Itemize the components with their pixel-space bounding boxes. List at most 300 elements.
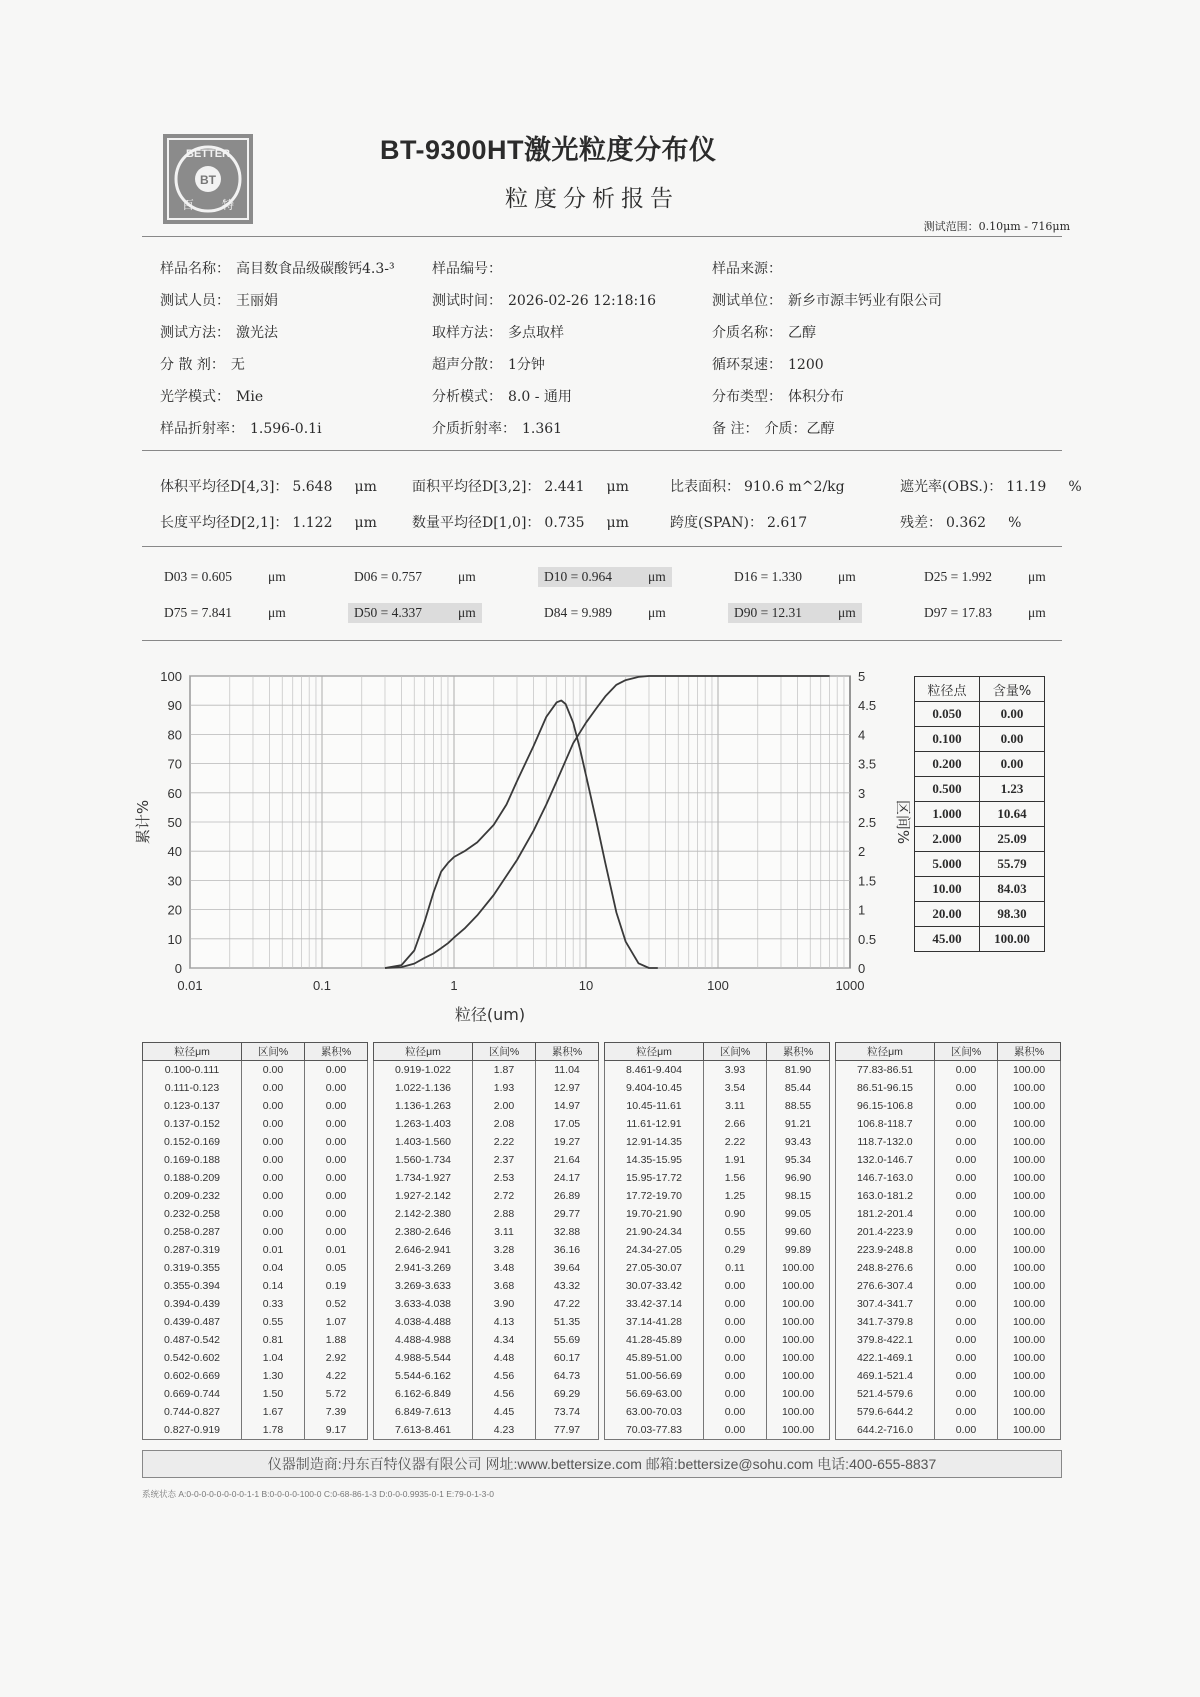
stat-item bbox=[670, 512, 829, 532]
table-cell: 4.988-5.544 bbox=[374, 1349, 473, 1367]
table-row bbox=[836, 1403, 1061, 1421]
table-row bbox=[143, 1421, 368, 1440]
info-field bbox=[432, 322, 564, 342]
table-cell: 0.52 bbox=[305, 1295, 368, 1313]
info-label: 分布类型： bbox=[712, 389, 782, 405]
table-cell: 0.14 bbox=[242, 1277, 305, 1295]
table-cell: 100.00 bbox=[998, 1187, 1061, 1205]
table-cell: 11.04 bbox=[536, 1061, 599, 1080]
table-cell: 2.22 bbox=[704, 1133, 767, 1151]
info-value: 8.0 - 通用 bbox=[508, 389, 572, 405]
table-cell: 1.07 bbox=[305, 1313, 368, 1331]
table-cell: 0.00 bbox=[935, 1151, 998, 1169]
table-row bbox=[143, 1385, 368, 1403]
info-value: 激光法 bbox=[236, 325, 278, 341]
table-cell: 0.00 bbox=[704, 1349, 767, 1367]
table-cell: 26.89 bbox=[536, 1187, 599, 1205]
table-cell: 0.287-0.319 bbox=[143, 1241, 242, 1259]
table-cell: 64.73 bbox=[536, 1367, 599, 1385]
stat-unit: μm bbox=[606, 515, 629, 531]
table-cell: 4.56 bbox=[473, 1385, 536, 1403]
stat-label: 面积平均径D[3,2]： bbox=[412, 479, 541, 495]
distribution-group bbox=[604, 1042, 830, 1440]
table-row bbox=[605, 1385, 830, 1403]
table-cell: 644.2-716.0 bbox=[836, 1421, 935, 1440]
table-row bbox=[374, 1367, 599, 1385]
table-cell: 0.827-0.919 bbox=[143, 1421, 242, 1440]
table-cell: 0.00 bbox=[242, 1079, 305, 1097]
table-cell: 100.00 bbox=[998, 1313, 1061, 1331]
table-cell: 163.0-181.2 bbox=[836, 1187, 935, 1205]
stat-item bbox=[412, 476, 629, 496]
table-cell: 0.744-0.827 bbox=[143, 1403, 242, 1421]
table-cell: 0.00 bbox=[704, 1421, 767, 1440]
table-cell: 2.88 bbox=[473, 1205, 536, 1223]
header-cell: 累积% bbox=[536, 1043, 599, 1061]
table-row bbox=[915, 702, 1045, 727]
table-row bbox=[836, 1313, 1061, 1331]
info-label: 样品编号： bbox=[432, 261, 502, 277]
table-cell: 0.00 bbox=[305, 1223, 368, 1241]
table-cell: 0.81 bbox=[242, 1331, 305, 1349]
info-field bbox=[432, 290, 656, 310]
table-cell: 0.100 bbox=[915, 727, 980, 752]
table-cell: 1.403-1.560 bbox=[374, 1133, 473, 1151]
x-tick-label: 0.1 bbox=[312, 978, 332, 993]
table-cell: 1.30 bbox=[242, 1367, 305, 1385]
distribution-chart bbox=[130, 660, 910, 1030]
table-cell: 118.7-132.0 bbox=[836, 1133, 935, 1151]
table-cell: 0.00 bbox=[704, 1331, 767, 1349]
stat-value: 5.648 bbox=[292, 479, 333, 495]
stat-label: 数量平均径D[1,0]： bbox=[412, 515, 541, 531]
info-label: 光学模式： bbox=[160, 389, 230, 405]
stat-item bbox=[900, 512, 1021, 532]
table-cell: 100.00 bbox=[767, 1403, 830, 1421]
stat-item bbox=[900, 476, 1082, 496]
table-cell: 3.93 bbox=[704, 1061, 767, 1080]
table-row bbox=[915, 877, 1045, 902]
table-cell: 341.7-379.8 bbox=[836, 1313, 935, 1331]
table-cell: 2.92 bbox=[305, 1349, 368, 1367]
table-cell: 0.00 bbox=[242, 1187, 305, 1205]
table-cell: 2.53 bbox=[473, 1169, 536, 1187]
table-cell: 10.00 bbox=[915, 877, 980, 902]
table-cell: 5.000 bbox=[915, 852, 980, 877]
d-value-text: D25 = 1.992 bbox=[924, 569, 992, 584]
table-row bbox=[836, 1061, 1061, 1080]
table-row bbox=[374, 1403, 599, 1421]
table-cell: 2.66 bbox=[704, 1115, 767, 1133]
y2-tick-label: 4.5 bbox=[858, 698, 877, 714]
table-row bbox=[605, 1349, 830, 1367]
manufacturer-footer: 仪器制造商:丹东百特仪器有限公司 网址:www.bettersize.com 邮箱:bettersize@sohu.com 电话:400-655-8837 bbox=[142, 1450, 1062, 1478]
table-cell: 43.32 bbox=[536, 1277, 599, 1295]
table-cell: 0.01 bbox=[242, 1241, 305, 1259]
header-cell: 区间% bbox=[242, 1043, 305, 1061]
table-cell: 0.200 bbox=[915, 752, 980, 777]
table-header bbox=[374, 1043, 599, 1061]
table-row bbox=[143, 1403, 368, 1421]
x-tick-label: 10 bbox=[578, 978, 594, 993]
table-cell: 0.100-0.111 bbox=[143, 1061, 242, 1080]
table-row bbox=[374, 1385, 599, 1403]
header-cell: 粒径μm bbox=[605, 1043, 704, 1061]
table-row bbox=[374, 1079, 599, 1097]
table-cell: 0.439-0.487 bbox=[143, 1313, 242, 1331]
table-row bbox=[836, 1079, 1061, 1097]
y-tick-label: 100 bbox=[160, 669, 182, 684]
y2-tick-label: 5 bbox=[858, 669, 866, 684]
table-cell: 98.15 bbox=[767, 1187, 830, 1205]
y2-tick-label: 3 bbox=[858, 785, 866, 801]
table-row bbox=[836, 1187, 1061, 1205]
table-cell: 37.14-41.28 bbox=[605, 1313, 704, 1331]
divider bbox=[142, 640, 1062, 641]
table-cell: 84.03 bbox=[980, 877, 1045, 902]
table-cell: 0.500 bbox=[915, 777, 980, 802]
x-tick-label: 0.01 bbox=[177, 978, 203, 993]
info-value: 多点取样 bbox=[508, 325, 564, 341]
table-row bbox=[605, 1097, 830, 1115]
stat-item bbox=[670, 476, 867, 496]
table-row bbox=[605, 1367, 830, 1385]
table-row bbox=[836, 1421, 1061, 1440]
table-header bbox=[605, 1043, 830, 1061]
header-cell: 粒径μm bbox=[374, 1043, 473, 1061]
table-cell: 0.542-0.602 bbox=[143, 1349, 242, 1367]
stat-label: 跨度(SPAN)： bbox=[670, 515, 764, 531]
d-value bbox=[158, 567, 292, 587]
table-cell: 100.00 bbox=[767, 1277, 830, 1295]
table-cell: 469.1-521.4 bbox=[836, 1367, 935, 1385]
table-row bbox=[605, 1223, 830, 1241]
info-value: 1200 bbox=[788, 357, 824, 373]
info-label: 取样方法： bbox=[432, 325, 502, 341]
info-label: 分 散 剂： bbox=[160, 357, 225, 373]
d-value-unit: μm bbox=[458, 605, 476, 620]
info-label: 备 注： bbox=[712, 421, 759, 437]
table-cell: 69.29 bbox=[536, 1385, 599, 1403]
table-cell: 10.45-11.61 bbox=[605, 1097, 704, 1115]
table-row bbox=[915, 777, 1045, 802]
table-row bbox=[605, 1205, 830, 1223]
x-tick-label: 1000 bbox=[835, 978, 865, 993]
table-cell: 3.633-4.038 bbox=[374, 1295, 473, 1313]
table-cell: 223.9-248.8 bbox=[836, 1241, 935, 1259]
table-cell: 99.05 bbox=[767, 1205, 830, 1223]
table-row bbox=[374, 1295, 599, 1313]
table-cell: 4.34 bbox=[473, 1331, 536, 1349]
svg-text:百: 百 bbox=[182, 198, 195, 212]
table-cell: 3.11 bbox=[704, 1097, 767, 1115]
table-row bbox=[374, 1097, 599, 1115]
stat-unit: μm bbox=[606, 479, 629, 495]
info-field bbox=[712, 290, 942, 310]
table-cell: 95.34 bbox=[767, 1151, 830, 1169]
table-cell: 521.4-579.6 bbox=[836, 1385, 935, 1403]
table-row bbox=[836, 1295, 1061, 1313]
table-cell: 100.00 bbox=[998, 1259, 1061, 1277]
stat-unit: μm bbox=[354, 515, 377, 531]
y2-axis-label: 区间% bbox=[894, 799, 912, 845]
table-cell: 21.64 bbox=[536, 1151, 599, 1169]
table-row bbox=[836, 1169, 1061, 1187]
info-field bbox=[712, 386, 844, 406]
table-cell: 0.00 bbox=[242, 1115, 305, 1133]
y-tick-label: 40 bbox=[167, 844, 182, 860]
table-cell: 307.4-341.7 bbox=[836, 1295, 935, 1313]
table-cell: 36.16 bbox=[536, 1241, 599, 1259]
y2-tick-label: 0 bbox=[858, 961, 866, 976]
table-cell: 0.00 bbox=[935, 1205, 998, 1223]
system-status: 系统状态 A:0-0-0-0-0-0-0-0-1-1 B:0-0-0-0-100-0 C:0-68-86-1-3 D:0-0-0.9935-0-1 E:79-0-1-3-0 bbox=[142, 1489, 494, 1499]
table-row bbox=[605, 1295, 830, 1313]
y-tick-label: 60 bbox=[167, 785, 182, 801]
table-cell: 88.55 bbox=[767, 1097, 830, 1115]
table-row bbox=[143, 1367, 368, 1385]
table-cell: 4.48 bbox=[473, 1349, 536, 1367]
stat-item bbox=[160, 476, 377, 496]
table-cell: 4.488-4.988 bbox=[374, 1331, 473, 1349]
d-value-unit: μm bbox=[458, 569, 476, 584]
header-cell: 区间% bbox=[704, 1043, 767, 1061]
table-cell: 0.00 bbox=[242, 1223, 305, 1241]
table-cell: 100.00 bbox=[998, 1061, 1061, 1080]
table-row bbox=[836, 1205, 1061, 1223]
table-cell: 0.11 bbox=[704, 1259, 767, 1277]
table-cell: 276.6-307.4 bbox=[836, 1277, 935, 1295]
table-cell: 51.00-56.69 bbox=[605, 1367, 704, 1385]
table-cell: 2.142-2.380 bbox=[374, 1205, 473, 1223]
table-cell: 91.21 bbox=[767, 1115, 830, 1133]
header-cell: 累积% bbox=[767, 1043, 830, 1061]
y-axis-label: 累计% bbox=[134, 799, 152, 845]
table-cell: 12.91-14.35 bbox=[605, 1133, 704, 1151]
table-row bbox=[143, 1187, 368, 1205]
table-cell: 248.8-276.6 bbox=[836, 1259, 935, 1277]
table-cell: 1.87 bbox=[473, 1061, 536, 1080]
d-value bbox=[918, 567, 1052, 587]
info-field bbox=[712, 258, 788, 278]
table-cell: 85.44 bbox=[767, 1079, 830, 1097]
table-cell: 0.258-0.287 bbox=[143, 1223, 242, 1241]
table-cell: 0.050 bbox=[915, 702, 980, 727]
info-value: 乙醇 bbox=[788, 325, 816, 341]
table-row bbox=[374, 1133, 599, 1151]
table-row bbox=[915, 852, 1045, 877]
table-cell: 0.00 bbox=[305, 1133, 368, 1151]
table-cell: 0.01 bbox=[305, 1241, 368, 1259]
table-row bbox=[915, 827, 1045, 852]
table-cell: 7.39 bbox=[305, 1403, 368, 1421]
table-cell: 1.50 bbox=[242, 1385, 305, 1403]
table-cell: 0.00 bbox=[704, 1385, 767, 1403]
table-cell: 379.8-422.1 bbox=[836, 1331, 935, 1349]
table-cell: 1.734-1.927 bbox=[374, 1169, 473, 1187]
d-value-text: D10 = 0.964 bbox=[544, 569, 612, 584]
table-cell: 7.613-8.461 bbox=[374, 1421, 473, 1440]
y-tick-label: 90 bbox=[167, 698, 182, 714]
table-cell: 63.00-70.03 bbox=[605, 1403, 704, 1421]
table-cell: 99.60 bbox=[767, 1223, 830, 1241]
table-cell: 0.355-0.394 bbox=[143, 1277, 242, 1295]
table-cell: 14.97 bbox=[536, 1097, 599, 1115]
table-cell: 0.05 bbox=[305, 1259, 368, 1277]
table-cell: 100.00 bbox=[767, 1259, 830, 1277]
d-value-unit: μm bbox=[268, 569, 286, 584]
info-value: 1.361 bbox=[522, 421, 563, 437]
table-header bbox=[836, 1043, 1061, 1061]
table-cell: 0.00 bbox=[242, 1133, 305, 1151]
table-cell: 100.00 bbox=[767, 1367, 830, 1385]
table-cell: 56.69-63.00 bbox=[605, 1385, 704, 1403]
d-value-unit: μm bbox=[1028, 605, 1046, 620]
d-value bbox=[728, 567, 862, 587]
table-row bbox=[143, 1277, 368, 1295]
table-cell: 70.03-77.83 bbox=[605, 1421, 704, 1440]
table-cell: 0.919-1.022 bbox=[374, 1061, 473, 1080]
distribution-group bbox=[835, 1042, 1061, 1440]
table-cell: 0.319-0.355 bbox=[143, 1259, 242, 1277]
table-cell: 0.00 bbox=[980, 727, 1045, 752]
info-value: 2026-02-26 12:18:16 bbox=[508, 293, 657, 309]
table-cell: 9.17 bbox=[305, 1421, 368, 1440]
table-cell: 0.00 bbox=[935, 1421, 998, 1440]
table-cell: 3.48 bbox=[473, 1259, 536, 1277]
table-cell: 100.00 bbox=[767, 1295, 830, 1313]
d-value-text: D50 = 4.337 bbox=[354, 605, 422, 620]
table-cell: 2.380-2.646 bbox=[374, 1223, 473, 1241]
table-row bbox=[836, 1259, 1061, 1277]
table-cell: 55.79 bbox=[980, 852, 1045, 877]
table-cell: 100.00 bbox=[998, 1205, 1061, 1223]
table-cell: 132.0-146.7 bbox=[836, 1151, 935, 1169]
info-label: 测试方法： bbox=[160, 325, 230, 341]
table-row bbox=[374, 1277, 599, 1295]
table-cell: 100.00 bbox=[998, 1151, 1061, 1169]
table-row bbox=[605, 1403, 830, 1421]
table-cell: 6.849-7.613 bbox=[374, 1403, 473, 1421]
d-value-unit: μm bbox=[648, 569, 666, 584]
info-label: 样品来源： bbox=[712, 261, 782, 277]
d-value-unit: μm bbox=[838, 569, 856, 584]
y2-tick-label: 2.5 bbox=[858, 815, 877, 830]
stat-label: 体积平均径D[4,3]： bbox=[160, 479, 289, 495]
table-cell: 1.560-1.734 bbox=[374, 1151, 473, 1169]
d-value-text: D06 = 0.757 bbox=[354, 569, 422, 584]
table-cell: 11.61-12.91 bbox=[605, 1115, 704, 1133]
table-cell: 0.55 bbox=[704, 1223, 767, 1241]
table-cell: 1.04 bbox=[242, 1349, 305, 1367]
divider bbox=[142, 546, 1062, 547]
table-cell: 579.6-644.2 bbox=[836, 1403, 935, 1421]
info-field bbox=[432, 386, 572, 406]
d-value-text: D90 = 12.31 bbox=[734, 605, 802, 620]
table-cell: 0.00 bbox=[704, 1295, 767, 1313]
table-cell: 0.137-0.152 bbox=[143, 1115, 242, 1133]
table-cell: 0.394-0.439 bbox=[143, 1295, 242, 1313]
table-cell: 98.30 bbox=[980, 902, 1045, 927]
table-cell: 10.64 bbox=[980, 802, 1045, 827]
table-cell: 0.00 bbox=[305, 1151, 368, 1169]
test-range: 测试范围：0.10μm - 716μm bbox=[923, 220, 1070, 233]
table-row bbox=[915, 727, 1045, 752]
table-cell: 0.00 bbox=[704, 1403, 767, 1421]
table-cell: 41.28-45.89 bbox=[605, 1331, 704, 1349]
table-cell: 181.2-201.4 bbox=[836, 1205, 935, 1223]
table-cell: 30.07-33.42 bbox=[605, 1277, 704, 1295]
d-value-unit: μm bbox=[648, 605, 666, 620]
table-cell: 2.941-3.269 bbox=[374, 1259, 473, 1277]
stat-label: 残差： bbox=[900, 515, 942, 531]
x-tick-label: 100 bbox=[707, 978, 729, 993]
table-cell: 0.487-0.542 bbox=[143, 1331, 242, 1349]
table-row bbox=[915, 902, 1045, 927]
info-field bbox=[712, 418, 834, 438]
table-cell: 0.00 bbox=[935, 1169, 998, 1187]
table-cell: 3.90 bbox=[473, 1295, 536, 1313]
y2-tick-label: 0.5 bbox=[858, 931, 877, 947]
info-field bbox=[160, 418, 322, 438]
table-row bbox=[836, 1385, 1061, 1403]
table-cell: 100.00 bbox=[767, 1421, 830, 1440]
table-cell: 45.00 bbox=[915, 927, 980, 952]
table-cell: 81.90 bbox=[767, 1061, 830, 1080]
table-cell: 4.038-4.488 bbox=[374, 1313, 473, 1331]
table-cell: 20.00 bbox=[915, 902, 980, 927]
report-subtitle: 粒度分析报告 bbox=[505, 186, 679, 212]
table-cell: 73.74 bbox=[536, 1403, 599, 1421]
info-field bbox=[160, 386, 263, 406]
table-cell: 0.00 bbox=[935, 1097, 998, 1115]
d-value-unit: μm bbox=[1028, 569, 1046, 584]
table-row bbox=[605, 1277, 830, 1295]
table-cell: 0.55 bbox=[242, 1313, 305, 1331]
table-row bbox=[143, 1313, 368, 1331]
better-logo bbox=[162, 133, 254, 225]
table-cell: 0.152-0.169 bbox=[143, 1133, 242, 1151]
table-cell: 4.45 bbox=[473, 1403, 536, 1421]
table-cell: 2.08 bbox=[473, 1115, 536, 1133]
table-cell: 1.91 bbox=[704, 1151, 767, 1169]
d-value-text: D03 = 0.605 bbox=[164, 569, 232, 584]
table-cell: 32.88 bbox=[536, 1223, 599, 1241]
table-cell: 100.00 bbox=[998, 1115, 1061, 1133]
table-row bbox=[915, 802, 1045, 827]
table-cell: 6.162-6.849 bbox=[374, 1385, 473, 1403]
table-row bbox=[143, 1115, 368, 1133]
table-cell: 1.78 bbox=[242, 1421, 305, 1440]
info-field bbox=[160, 290, 278, 310]
table-cell: 100.00 bbox=[998, 1097, 1061, 1115]
table-cell: 96.90 bbox=[767, 1169, 830, 1187]
table-cell: 2.000 bbox=[915, 827, 980, 852]
table-cell: 86.51-96.15 bbox=[836, 1079, 935, 1097]
table-cell: 0.33 bbox=[242, 1295, 305, 1313]
header-cell: 粒径μm bbox=[836, 1043, 935, 1061]
table-cell: 0.00 bbox=[935, 1385, 998, 1403]
d-value-text: D75 = 7.841 bbox=[164, 605, 232, 620]
table-cell: 77.83-86.51 bbox=[836, 1061, 935, 1080]
table-cell: 100.00 bbox=[998, 1367, 1061, 1385]
divider bbox=[142, 450, 1062, 451]
table-row bbox=[143, 1331, 368, 1349]
table-row bbox=[143, 1151, 368, 1169]
info-label: 测试人员： bbox=[160, 293, 230, 309]
table-row bbox=[143, 1205, 368, 1223]
table-cell: 39.64 bbox=[536, 1259, 599, 1277]
